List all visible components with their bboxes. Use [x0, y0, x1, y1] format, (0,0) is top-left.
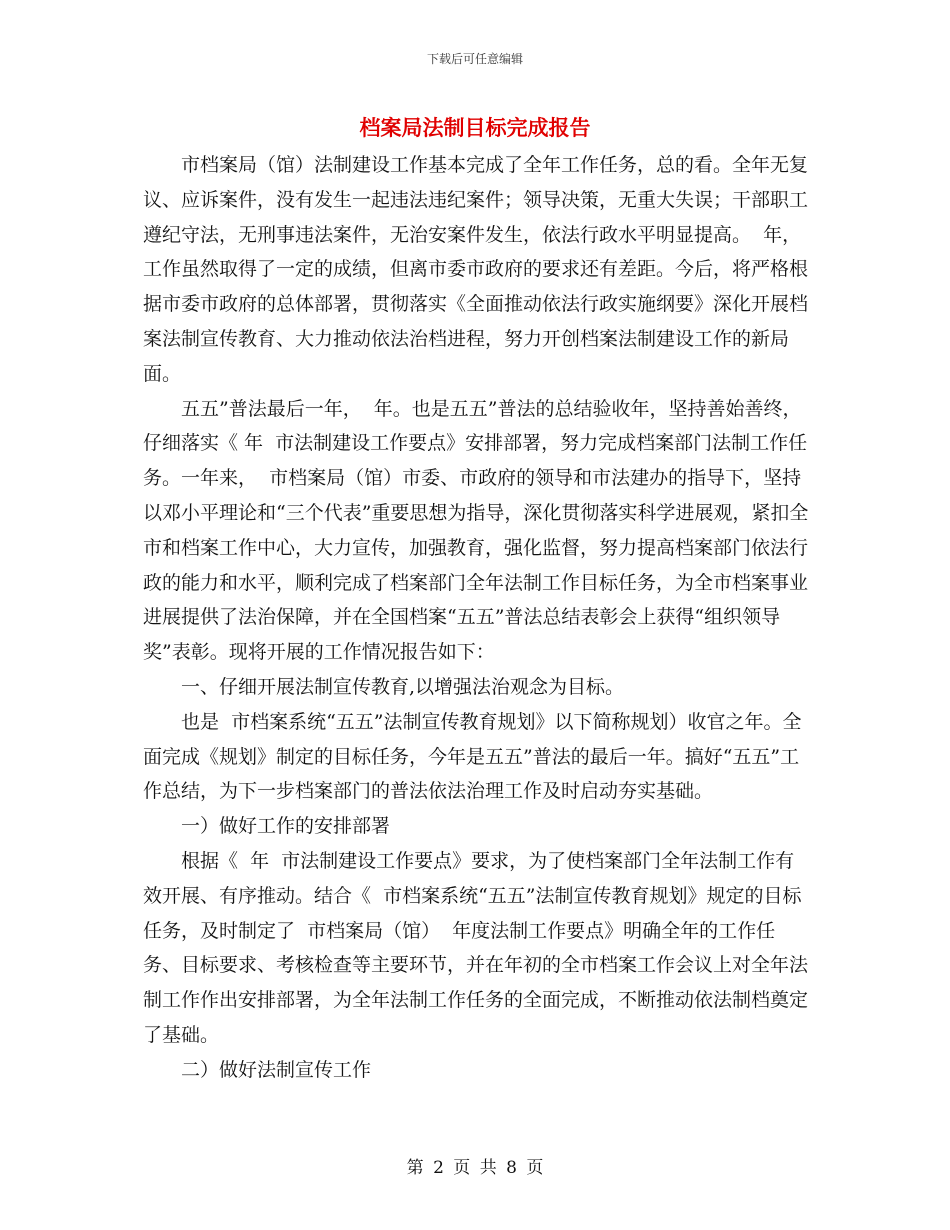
page-footer: 第 2 页 共 8 页 [406, 1158, 544, 1178]
paragraph: 五五”普法最后一年， 年。也是五五”普法的总结验收年，坚持善始善终，仔细落实《 年 市法制建设工作要点》安排部署，努力完成档案部门法制工作任务。一年来， 市档案局（馆）市委、市政府的领导和市法建办的指导下，坚持以邓小平理论和“三个代表”重要思想为指导，深化贯彻落实科学进展观，紧扣全市和档案工作中心，大力宣传，加强教育，强化监督，努力提高档案部门依法行政的能力和水平，顺利完成了档案部门全年法制工作目标任务，为全市档案事业进展提供了法治保障，并在全国档案“五五”普法总结表彰会上获得“组织领导奖”表彰。现将开展的工作情况报告如下： [143, 397, 809, 664]
document-title: 档案局法制目标完成报告 [359, 115, 591, 140]
subsection-heading: 一）做好工作的安排部署 [181, 815, 391, 838]
paragraph: 市档案局（馆）法制建设工作基本完成了全年工作任务，总的看。全年无复议、应诉案件，没有发生一起违法违纪案件；领导决策，无重大失误；干部职工遵纪守法，无刑事违法案件，无治安案件发生，依法行政水平明显提高。 年，工作虽然取得了一定的成绩，但离市委市政府的要求还有差距。今后，将严格根据市委市政府的总体部署，贯彻落实《全面推动依法行政实施纲要》深化开展档案法制宣传教育、大力推动依法治档进程，努力开创档案法制建设工作的新局面。 [143, 154, 809, 385]
page-header: 下载后可任意编辑 [426, 52, 523, 66]
paragraph: 根据《 年 市法制建设工作要点》要求，为了使档案部门全年法制工作有效开展、有序推动。结合《 市档案系统“五五”法制宣传教育规划》规定的目标任务，及时制定了 市档案局（馆） 年度法制工作要点》明确全年的工作任务、目标要求、考核检查等主要环节，并在年初的全市档案工作会议上对全年法制工作作出安排部署，为全年法制工作任务的全面完成，不断推动依法制档奠定了基础。 [143, 849, 809, 1046]
paragraph: 也是 市档案系统“五五”法制宣传教育规划》以下简称规划）收官之年。全面完成《规划》制定的目标任务，今年是五五”普法的最后一年。搞好“五五”工作总结，为下一步档案部门的普法依法治理工作及时启动夯实基础。 [143, 710, 802, 803]
document-body [143, 148, 811, 1088]
section-heading: 一、仔细开展法制宣传教育,以增强法治观念为目标。 [181, 675, 625, 698]
subsection-heading: 二）做好法制宣传工作 [181, 1058, 372, 1081]
